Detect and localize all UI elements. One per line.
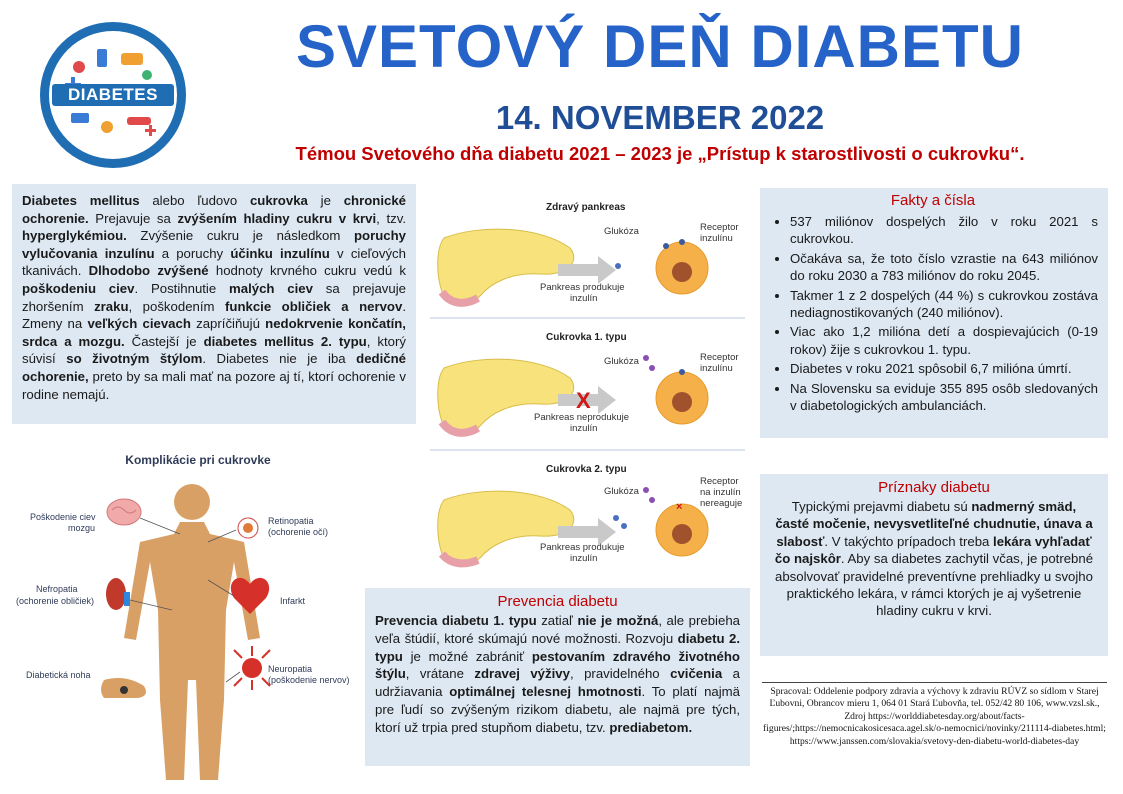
emphasis-text: účinku inzulínu [230, 245, 330, 261]
emphasis-text: nie je možná [577, 613, 659, 628]
receptor-line-2: na inzulín [700, 487, 741, 498]
prevention-text [375, 612, 740, 737]
emphasis-text: zdravej výživy [474, 666, 570, 682]
caption-line-1: Pankreas produkuje [540, 542, 625, 553]
eye-icon [238, 518, 258, 538]
pancreas-shape [438, 491, 574, 564]
body-text: je [307, 193, 344, 208]
diabetes-logo [40, 22, 186, 168]
facts-panel [760, 188, 1108, 438]
body-text: . Zmeny na [22, 298, 406, 332]
emphasis-text: diabetu 2. typu [375, 630, 740, 664]
intro-text [22, 192, 406, 403]
body-text: a poruchy [154, 245, 231, 261]
body-text: zapríčiňujú [190, 316, 266, 332]
fact-item: • 537 miliónov dospelých žilo v roku 2021 s cukrovkou. [790, 213, 1098, 248]
label-kidney-line-2: (ochorenie obličiek) [16, 596, 95, 606]
emphasis-text: dedičné ochorenie, [22, 351, 407, 384]
emphasis-text: hyperglykémiou. [22, 228, 127, 244]
panel-title: Cukrovka 1. typu [546, 332, 627, 343]
glucose-dot [615, 263, 621, 269]
label-eye-line-1: Retinopatia [268, 516, 314, 526]
body-text: , vrátane [405, 666, 475, 682]
body-text: , poškodením [128, 298, 225, 314]
pancreas-diagram [420, 188, 755, 568]
receptor-line-3: nereaguje [700, 498, 743, 509]
emphasis-text: zvýšením hladiny cukru v krvi [177, 210, 377, 226]
logo-text: DIABETES [52, 84, 174, 106]
label-brain-line-1: Poškodenie ciev [30, 512, 96, 522]
glucose-label: Glukóza [604, 356, 639, 367]
cell-nucleus [672, 392, 692, 412]
receptor-label [700, 222, 741, 244]
glucose-label: Glukóza [604, 226, 639, 237]
label-kidney-line-1: Nefropatia [36, 584, 78, 594]
pointer-line [140, 518, 180, 534]
caption-line-1: Pankreas produkuje [540, 282, 625, 293]
receptor-dot [679, 239, 685, 245]
body-silhouette [124, 522, 260, 780]
no-insulin-cross: X [576, 388, 591, 413]
fact-item: • Na Slovensku sa eviduje 355 895 osôb sledovaných v diabetologických ambulanciách. [790, 380, 1098, 415]
glucose-dot [643, 355, 649, 361]
emphasis-text: poruchy vylučovania inzulínu [22, 228, 406, 261]
receptor-line-1: Receptor [700, 352, 739, 363]
caption-line-2: inzulín [570, 553, 598, 564]
body-text: , ale prebieha veľa štúdií, ktoré skúmajú nové možnosti. Rozvoju [375, 613, 740, 646]
panel-healthy [430, 202, 745, 318]
label-brain-line-2: mozgu [68, 523, 96, 533]
body-text: Typickými prejavmi diabetu sú [791, 499, 972, 514]
receptor-line-1: Receptor [700, 476, 739, 487]
page-title: SVETOVÝ DEŇ DIABETU [295, 13, 1024, 80]
emphasis-text: lekára vyhľadať čo najskôr [774, 533, 1092, 567]
receptor-label [700, 476, 743, 509]
body-head [174, 484, 210, 520]
facts-title: Fakty a čísla [890, 192, 976, 209]
emphasis-text: so životným štýlom [66, 351, 203, 367]
pointer-line [226, 672, 240, 682]
label-eye-line-2: (ochorenie očí) [268, 527, 329, 537]
panel-type1 [430, 332, 745, 450]
panel-title: Cukrovka 2. typu [546, 464, 627, 475]
fact-item: • Takmer 1 z 2 dospelých (44 %) s cukrovkou zostáva nediagnostikovaných (240 miliónov). [790, 287, 1098, 322]
receptor-cross: × [676, 501, 683, 513]
symptoms-title: Príznaky diabetu [878, 479, 990, 496]
fact-item: • Očakáva sa, že toto číslo vzrastie na 643 miliónov do roku 2030 a 783 miliónov do roku 2045. [790, 250, 1098, 285]
receptor-label [700, 352, 741, 374]
source-divider [762, 682, 1107, 683]
emphasis-text: pestovaním zdravého životného štýlu [375, 648, 740, 682]
body-text: , tzv. [376, 210, 406, 226]
body-text: Zvýšenie cukru je následkom [126, 228, 354, 244]
emphasis-text: zraku [94, 298, 129, 314]
emphasis-text: poškodeniu ciev [22, 280, 135, 296]
emphasis-text: optimálnej telesnej hmotnosti [449, 684, 642, 700]
body-text: . Aby sa diabetes zachytil včas, je potrebné absolvovať pravidelné preventívne prehliadky u svojho praktického lekára, v rámci ktorých je aj vyšetrenie hladiny cukru v krvi. [775, 551, 1094, 619]
body-text: Prejavuje sa [88, 210, 178, 226]
emphasis-text: malých ciev [229, 280, 313, 296]
emphasis-text: nadmerný smäd, časté močenie, nevysvetliteľné chudnutie, únava a slabosť [775, 499, 1093, 549]
caption-line-2: inzulín [570, 293, 598, 304]
foot-icon [101, 678, 146, 698]
emphasis-text: diabetes mellitus 2. typu [203, 333, 367, 349]
label-nerve-line-1: Neuropatia [268, 664, 313, 674]
kidney-icon [106, 578, 130, 610]
complications-illustration [12, 450, 367, 790]
body-text: hodnoty krvného cukru vedú k [208, 263, 406, 279]
emphasis-text: Prevencia diabetu 1. typu [375, 613, 537, 628]
caption-line-1: Pankreas neprodukuje [534, 412, 630, 423]
body-text: , pravidelného [569, 666, 671, 682]
body-text: Častejší je [124, 333, 204, 349]
body-text: , ktorý súvisí [22, 333, 406, 367]
emphasis-text: prediabetom. [609, 719, 693, 735]
body-text: . Diabetes nie je iba [202, 351, 357, 367]
glucose-label: Glukóza [604, 486, 639, 497]
brain-icon [107, 499, 141, 525]
panel-type2 [438, 464, 744, 564]
symptoms-text [774, 498, 1094, 620]
body-text: je možné zabrániť [402, 648, 532, 664]
prevention-title: Prevencia diabetu [497, 593, 618, 610]
label-nerve-line-2: (poškodenie nervov) [268, 675, 350, 685]
glucose-dot [621, 523, 627, 529]
emphasis-text: cukrovka [249, 193, 308, 208]
body-text: preto by sa mali mať na pozore aj tí, ktorí ochorenie v rodine nemajú. [22, 368, 406, 402]
receptor-dot [679, 369, 685, 375]
panel-title: Zdravý pankreas [546, 202, 626, 213]
event-date: 14. NOVEMBER 2022 [495, 99, 825, 136]
receptor-line-2: inzulínu [700, 363, 733, 374]
complications-title: Komplikácie pri cukrovke [125, 453, 271, 467]
emphasis-text: chronické ochorenie. [22, 193, 406, 226]
nerve-icon [234, 646, 270, 690]
body-text: . V takýchto prípadoch treba [824, 533, 994, 549]
glucose-dot [613, 515, 619, 521]
caption-line-2: inzulín [570, 423, 598, 434]
fact-item: • Diabetes v roku 2021 spôsobil 6,7 milióna úmrtí. [790, 360, 1098, 377]
body-text: zatiaľ [536, 613, 578, 628]
body-text: . To platí najmä pre ľudí so zvýšeným rizikom diabetu, ale najmä pre tých, ktorí už trpia pred stupňom diabetu, tzv. [375, 684, 740, 735]
symptoms-panel [760, 474, 1108, 656]
glucose-dot [643, 487, 649, 493]
emphasis-text: cvičenia [670, 666, 723, 682]
cell-nucleus [672, 262, 692, 282]
source-note: Spracoval: Oddelenie podpory zdravia a výchovy k zdraviu RÚVZ so sídlom v Starej Ľubovni, Obrancov mieru 1, 064 01 Stará Ľubovňa, tel. 052/42 80 106, www.vzsl.sk., Zdroj https://worlddiabetesday.org/about/facts-figures/;https://nemocnicakosicesaca.agel.sk/o-nemocnici/novinky/211114-diabetes.html; https://www.janssen.com/slovakia/svetovy-den-diabetu-world-diabetes-day [763, 686, 1106, 747]
body-text: v cieľových tkanivách. [22, 245, 406, 279]
body-text: alebo ľudovo [139, 193, 250, 208]
receptor-line-1: Receptor [700, 222, 739, 233]
body-text: a udržiavania [375, 666, 740, 700]
body-text: . Postihnutie [134, 280, 230, 296]
receptor-dot [663, 243, 669, 249]
facts-list [768, 213, 1098, 414]
label-foot: Diabetická noha [26, 670, 91, 680]
prevention-panel [365, 588, 750, 766]
theme-statement: Témou Svetového dňa diabetu 2021 – 2023 je „Prístup k starostlivosti o cukrovku“. [295, 143, 1025, 164]
emphasis-text: veľkých cievach [87, 316, 191, 332]
intro-panel [12, 184, 416, 424]
fact-item: • Viac ako 1,2 milióna detí a dospievajúcich (0-19 rokov) žije s cukrovkou 1. typu. [790, 323, 1098, 358]
glucose-dot [649, 497, 655, 503]
emphasis-text: Dlhodobo zvýšené [88, 263, 209, 279]
emphasis-text: nedokrvenie končatín, srdca a mozgu. [22, 316, 406, 349]
emphasis-text: funkcie obličiek a nervov [225, 298, 403, 314]
receptor-line-2: inzulínu [700, 233, 733, 244]
emphasis-text: Diabetes mellitus [22, 193, 140, 208]
cell-nucleus [672, 524, 692, 544]
glucose-dot [649, 365, 655, 371]
label-heart: Infarkt [280, 596, 306, 606]
body-text: sa prejavuje zhoršením [22, 280, 406, 314]
